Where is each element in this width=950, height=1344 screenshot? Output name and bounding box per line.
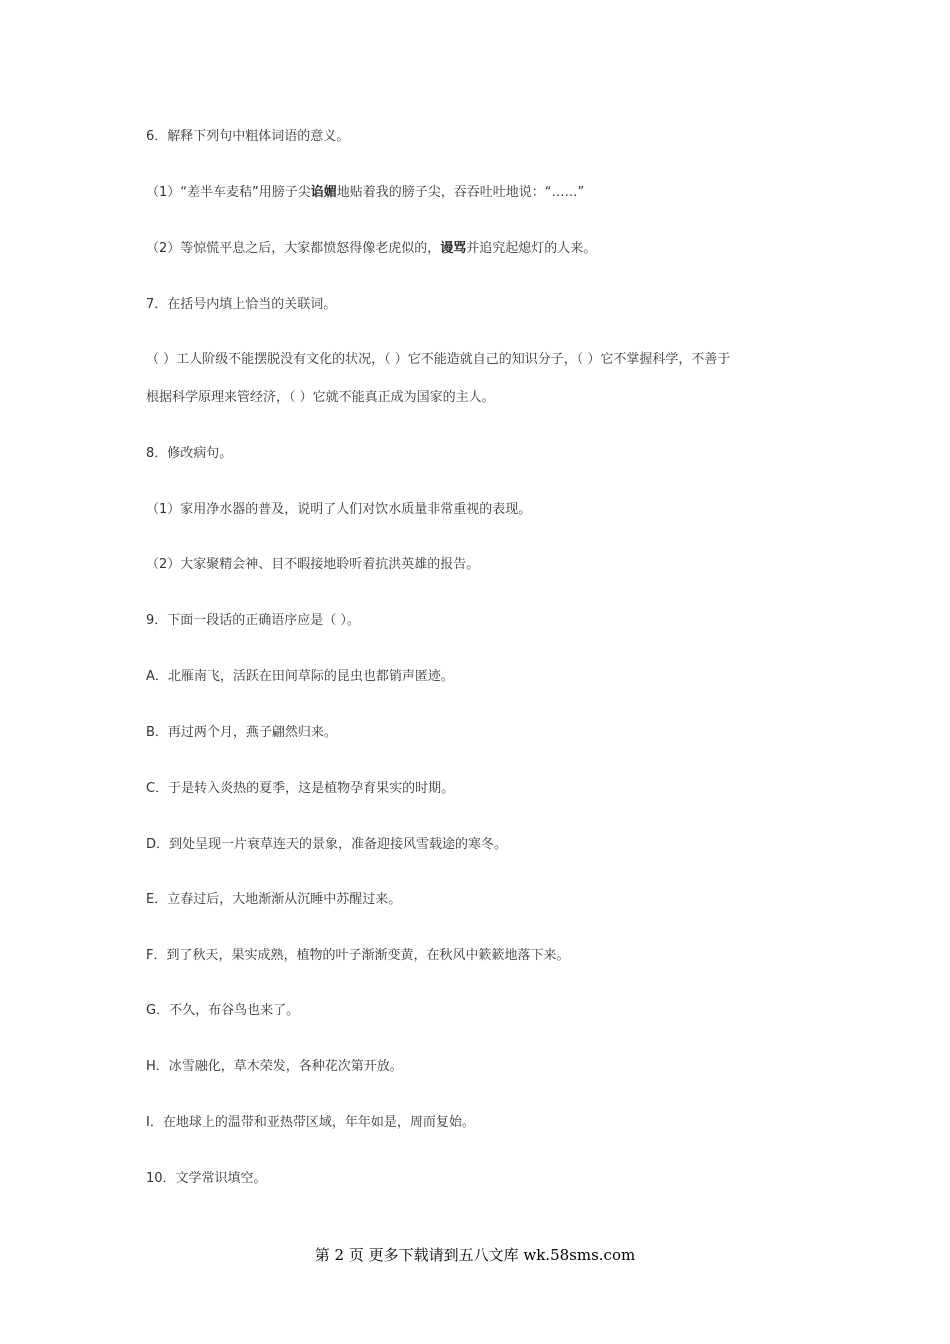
question-9-option-b: B．再过两个月，燕子翩然归来。: [146, 725, 337, 740]
question-6-sentence-2: [146, 240, 596, 258]
bold-term: 谩骂: [440, 241, 467, 256]
question-6-title: 6．解释下列句中粗体词语的意义。: [146, 129, 350, 144]
sentence-text: （2）等惊慌平息之后，大家都愤怒得像老虎似的，: [146, 241, 441, 256]
question-9-option-e: E．立春过后，大地渐渐从沉睡中苏醒过来。: [146, 892, 402, 907]
question-7-line-1: （ ）工人阶级不能摆脱没有文化的状况，（ ）它不能造就自己的知识分子，（ ）它不掌握科学，不善于: [146, 352, 731, 367]
bold-term: 谄媚: [310, 185, 337, 200]
question-9-option-c: C．于是转入炎热的夏季，这是植物孕育果实的时期。: [146, 781, 455, 796]
question-9-option-a: A．北雁南飞，活跃在田间草际的昆虫也都销声匿迹。: [146, 669, 454, 684]
question-9-title: 9．下面一段话的正确语序应是（ ）。: [146, 613, 360, 628]
question-7-line-2: 根据科学原理来管经济，（ ）它就不能真正成为国家的主人。: [146, 390, 495, 405]
sentence-text: 并追究起熄灯的人来。: [466, 241, 597, 256]
sentence-text: （1）“差半车麦秸”用膀子尖: [146, 185, 311, 200]
question-9-option-g: G．不久，布谷鸟也来了。: [146, 1003, 300, 1018]
question-9-option-i: I．在地球上的温带和亚热带区域，年年如是，周而复始。: [146, 1115, 475, 1130]
sentence-text: 地贴着我的膀子尖，吞吞吐吐地说：“……”: [336, 185, 585, 200]
question-8-sentence-2: （2）大家聚精会神、目不暇接地聆听着抗洪英雄的报告。: [146, 557, 480, 572]
page-footer: 第 2 页 更多下载请到五八文库 wk.58sms.com: [314, 1246, 636, 1264]
question-7-title: 7．在括号内填上恰当的关联词。: [146, 297, 337, 312]
question-9-option-f: F．到了秋天，果实成熟，植物的叶子渐渐变黄，在秋风中簌簌地落下来。: [146, 948, 570, 963]
question-9-option-d: D．到处呈现一片衰草连天的景象，准备迎接风雪载途的寒冬。: [146, 837, 508, 852]
question-10-title: 10．文学常识填空。: [146, 1171, 267, 1186]
question-8-title: 8．修改病句。: [146, 446, 233, 461]
question-6-sentence-1: [146, 184, 584, 202]
question-8-sentence-1: （1）家用净水器的普及，说明了人们对饮水质量非常重视的表现。: [146, 502, 532, 517]
question-9-option-h: H．冰雪融化，草木荣发，各种花次第开放。: [146, 1059, 403, 1074]
